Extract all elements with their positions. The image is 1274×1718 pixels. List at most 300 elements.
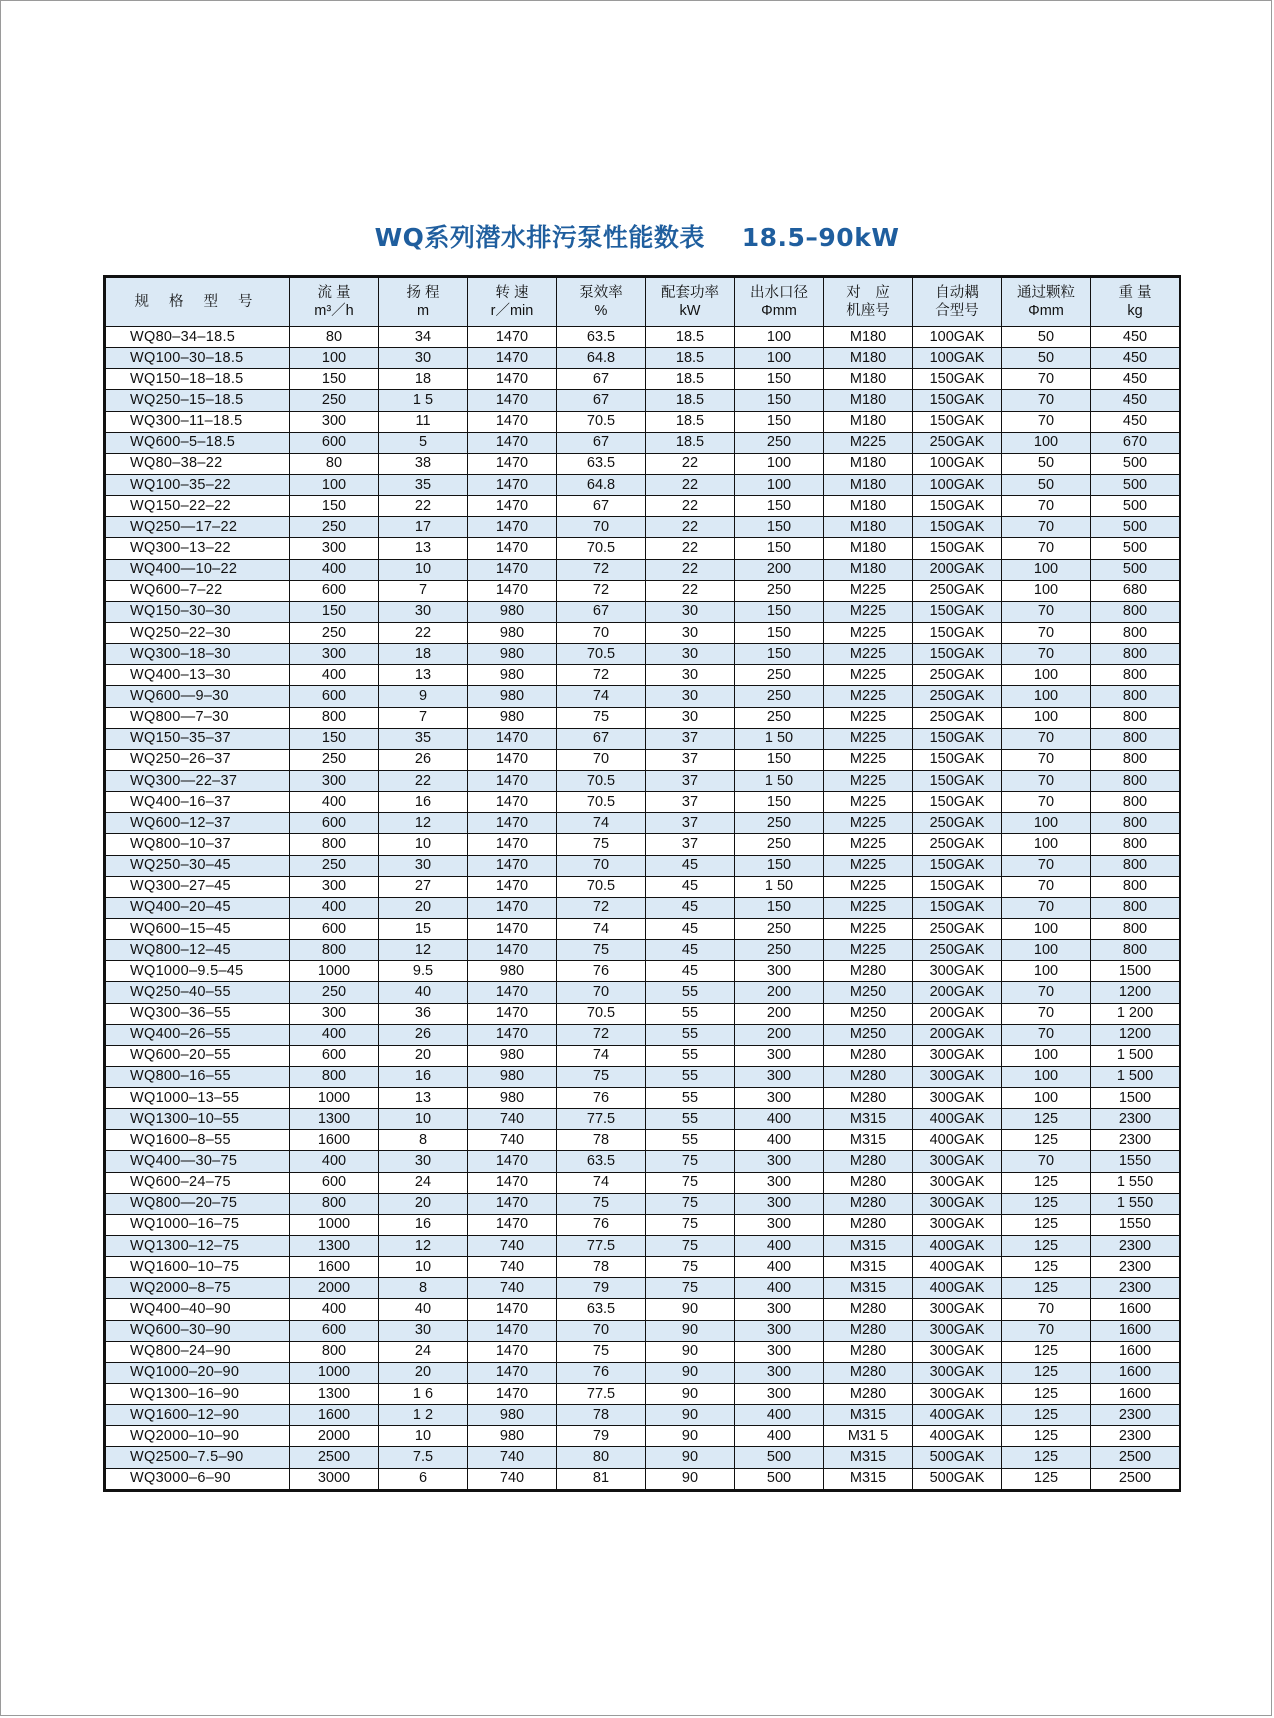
table-cell: 1000 [290,1088,379,1109]
table-cell: 1600 [1091,1384,1180,1405]
table-cell: 250 [735,686,824,707]
table-cell: 300 [735,1045,824,1066]
table-cell: M280 [824,1151,913,1172]
table-cell: 1 500 [1091,1045,1180,1066]
table-cell: 80 [557,1447,646,1468]
table-cell: 125 [1002,1468,1091,1489]
table-row [106,369,1180,390]
table-cell: 55 [646,1130,735,1151]
table-cell: 74 [557,1045,646,1066]
table-cell: 1 50 [735,876,824,897]
table-cell: 200 [735,1003,824,1024]
table-cell: 18.5 [646,390,735,411]
table-cell: M180 [824,411,913,432]
table-cell: 37 [646,792,735,813]
table-cell: 1600 [1091,1362,1180,1383]
table-cell: 400GAK [913,1109,1002,1130]
header-head: 扬 程 m [379,278,468,327]
model-cell: WQ400–26–55 [106,1024,290,1045]
table-cell: 600 [290,813,379,834]
table-cell: 800 [290,834,379,855]
table-row [106,792,1180,813]
table-cell: M315 [824,1468,913,1489]
table-cell: 250 [290,855,379,876]
table-cell: 22 [646,538,735,559]
table-cell: 150 [735,601,824,622]
table-row [106,1405,1180,1426]
table-cell: 980 [468,961,557,982]
table-cell: 2300 [1091,1109,1180,1130]
table-cell: 72 [557,665,646,686]
table-cell: 980 [468,622,557,643]
table-cell: M280 [824,961,913,982]
table-cell: 80 [290,327,379,348]
table-cell: 100GAK [913,453,1002,474]
table-cell: 800 [1091,601,1180,622]
table-row [106,601,1180,622]
table-cell: 400 [735,1405,824,1426]
table-cell: 16 [379,792,468,813]
performance-table [103,275,1181,1492]
table-cell: 75 [646,1257,735,1278]
table-cell: 20 [379,1193,468,1214]
table-cell: 30 [646,622,735,643]
table-cell: 125 [1002,1130,1091,1151]
table-cell: 37 [646,728,735,749]
table-cell: 1 2 [379,1405,468,1426]
table-cell: 100 [1002,918,1091,939]
table-cell: 1000 [290,961,379,982]
table-cell: 20 [379,897,468,918]
table-row [106,1214,1180,1235]
table-cell: 24 [379,1341,468,1362]
table-cell: 150 [735,855,824,876]
table-cell: 250GAK [913,834,1002,855]
table-row [106,982,1180,1003]
table-cell: 26 [379,1024,468,1045]
table-cell: M225 [824,897,913,918]
table-cell: 45 [646,961,735,982]
model-cell: WQ400–16–37 [106,792,290,813]
table-cell: 400 [290,1151,379,1172]
table-cell: 20 [379,1362,468,1383]
table-cell: M315 [824,1447,913,1468]
header-model: 规 格 型 号 [106,278,290,327]
table-cell: 1 200 [1091,1003,1180,1024]
table-cell: 400 [735,1278,824,1299]
table-cell: 150GAK [913,496,1002,517]
table-cell: M280 [824,1172,913,1193]
model-cell: WQ1600–8–55 [106,1130,290,1151]
table-cell: 800 [1091,707,1180,728]
table-cell: 100 [735,453,824,474]
table-cell: 1470 [468,770,557,791]
header-particle: 通过颗粒 Φmm [1002,278,1091,327]
table-cell: 1470 [468,559,557,580]
table-cell: 5 [379,432,468,453]
table-cell: 67 [557,369,646,390]
table-cell: 250GAK [913,813,1002,834]
table-cell: 100 [1002,665,1091,686]
table-row [106,496,1180,517]
table-row [106,1193,1180,1214]
table-row [106,961,1180,982]
table-cell: 400GAK [913,1257,1002,1278]
table-cell: 75 [557,834,646,855]
table-row [106,1151,1180,1172]
table-cell: M180 [824,496,913,517]
table-cell: 1470 [468,1024,557,1045]
table-cell: 450 [1091,327,1180,348]
table-cell: 150 [290,728,379,749]
table-row [106,834,1180,855]
table-cell: 70 [1002,369,1091,390]
table-cell: 1 5 [379,390,468,411]
table-row [106,1447,1180,1468]
table-cell: M180 [824,348,913,369]
model-cell: WQ600–12–37 [106,813,290,834]
table-cell: M315 [824,1278,913,1299]
table-row [106,1236,1180,1257]
table-cell: 1200 [1091,982,1180,1003]
table-row [106,1045,1180,1066]
table-cell: 150 [735,390,824,411]
table-cell: 1300 [290,1236,379,1257]
table-cell: 400 [735,1236,824,1257]
table-cell: M180 [824,390,913,411]
table-cell: 300GAK [913,1193,1002,1214]
table-row [106,411,1180,432]
table-cell: 150GAK [913,601,1002,622]
table-cell: 70.5 [557,876,646,897]
table-cell: 70.5 [557,644,646,665]
table-cell: 67 [557,432,646,453]
model-cell: WQ250–30–45 [106,855,290,876]
header-efficiency: 泵效率 % [557,278,646,327]
table-cell: 1 500 [1091,1066,1180,1087]
table-cell: 70 [1002,622,1091,643]
table-cell: M315 [824,1130,913,1151]
table-cell: 50 [1002,327,1091,348]
table-row [106,1003,1180,1024]
table-cell: 1600 [290,1405,379,1426]
model-cell: WQ150–30–30 [106,601,290,622]
table-cell: 45 [646,855,735,876]
table-cell: 125 [1002,1405,1091,1426]
table-cell: 30 [646,707,735,728]
table-cell: 1470 [468,855,557,876]
table-cell: 64.8 [557,474,646,495]
table-cell: 74 [557,813,646,834]
table-cell: M225 [824,432,913,453]
table-cell: 67 [557,390,646,411]
table-cell: M280 [824,1299,913,1320]
table-cell: 400 [735,1130,824,1151]
table-cell: 38 [379,453,468,474]
table-cell: 150 [735,411,824,432]
model-cell: WQ600–30–90 [106,1320,290,1341]
table-cell: 1470 [468,411,557,432]
table-cell: 77.5 [557,1109,646,1130]
table-cell: 75 [557,940,646,961]
table-cell: 740 [468,1468,557,1489]
table-cell: 250 [735,580,824,601]
table-cell: 250 [735,918,824,939]
table-cell: 800 [290,1066,379,1087]
table-cell: 1470 [468,1320,557,1341]
table-cell: 150GAK [913,855,1002,876]
table-cell: 22 [379,622,468,643]
model-cell: WQ300–27–45 [106,876,290,897]
table-cell: 600 [290,686,379,707]
table-cell: 45 [646,876,735,897]
model-cell: WQ800–10–37 [106,834,290,855]
table-cell: 1300 [290,1384,379,1405]
table-cell: 70 [1002,644,1091,665]
header-flow: 流 量 m³／h [290,278,379,327]
table-cell: 800 [1091,644,1180,665]
table-cell: M225 [824,792,913,813]
table-cell: 1 50 [735,728,824,749]
table-cell: 500GAK [913,1447,1002,1468]
table-cell: 740 [468,1278,557,1299]
table-cell: 250GAK [913,918,1002,939]
model-cell: WQ150–18–18.5 [106,369,290,390]
table-cell: 250 [735,707,824,728]
table-cell: 800 [1091,855,1180,876]
table-cell: 400 [290,665,379,686]
table-cell: 70 [1002,792,1091,813]
table-cell: 500 [735,1468,824,1489]
table-cell: 150GAK [913,622,1002,643]
table-cell: 75 [557,1066,646,1087]
table-cell: 600 [290,1172,379,1193]
table-cell: M31 5 [824,1426,913,1447]
model-cell: WQ2500–7.5–90 [106,1447,290,1468]
table-row [106,855,1180,876]
table-cell: 250 [290,622,379,643]
table-cell: 18 [379,644,468,665]
table-cell: 400 [290,559,379,580]
table-cell: 300 [735,1384,824,1405]
table-cell: 740 [468,1447,557,1468]
table-cell: M180 [824,559,913,580]
table-cell: 800 [290,707,379,728]
table-cell: 70 [1002,876,1091,897]
table-cell: M280 [824,1088,913,1109]
table-cell: M225 [824,770,913,791]
table-cell: 150 [735,538,824,559]
table-cell: 150 [290,369,379,390]
table-cell: 800 [1091,918,1180,939]
table-cell: 125 [1002,1426,1091,1447]
model-cell: WQ100–35–22 [106,474,290,495]
table-cell: 150 [735,496,824,517]
table-cell: 980 [468,644,557,665]
table-cell: 9.5 [379,961,468,982]
table-cell: 150GAK [913,749,1002,770]
table-cell: M280 [824,1320,913,1341]
table-cell: 125 [1002,1214,1091,1235]
table-cell: 250 [290,390,379,411]
table-cell: M225 [824,749,913,770]
table-cell: 300 [735,1151,824,1172]
table-cell: 55 [646,1003,735,1024]
table-cell: 300GAK [913,1172,1002,1193]
table-cell: 90 [646,1341,735,1362]
table-cell: 1470 [468,813,557,834]
table-cell: M180 [824,327,913,348]
model-cell: WQ2000–8–75 [106,1278,290,1299]
table-cell: 740 [468,1130,557,1151]
table-cell: 70 [1002,855,1091,876]
table-cell: 30 [379,855,468,876]
table-cell: M315 [824,1405,913,1426]
table-cell: 300 [735,961,824,982]
table-cell: 125 [1002,1109,1091,1130]
table-cell: 2300 [1091,1130,1180,1151]
table-cell: 30 [379,601,468,622]
table-row [106,686,1180,707]
table-cell: 300 [735,1066,824,1087]
table-cell: 100 [1002,580,1091,601]
table-cell: 22 [646,474,735,495]
table-cell: 70 [557,982,646,1003]
table-cell: 70 [1002,728,1091,749]
table-cell: 13 [379,665,468,686]
model-cell: WQ300–13–22 [106,538,290,559]
table-row [106,1088,1180,1109]
model-cell: WQ80–34–18.5 [106,327,290,348]
table-cell: M225 [824,855,913,876]
table-cell: 17 [379,517,468,538]
table-cell: 300GAK [913,1320,1002,1341]
table-cell: 200GAK [913,1003,1002,1024]
table-cell: 1470 [468,1384,557,1405]
table-cell: 1470 [468,1151,557,1172]
table-row [106,517,1180,538]
model-cell: WQ1000–13–55 [106,1088,290,1109]
table-cell: 78 [557,1257,646,1278]
table-cell: 90 [646,1320,735,1341]
table-cell: 680 [1091,580,1180,601]
table-cell: 300GAK [913,1341,1002,1362]
table-cell: 100 [735,348,824,369]
table-cell: 1 50 [735,770,824,791]
model-cell: WQ400–20–45 [106,897,290,918]
model-cell: WQ1000–16–75 [106,1214,290,1235]
table-cell: 70 [1002,982,1091,1003]
header-frame: 对 应 机座号 [824,278,913,327]
table-cell: 75 [646,1278,735,1299]
table-cell: 2300 [1091,1236,1180,1257]
table-cell: 400GAK [913,1236,1002,1257]
table-row [106,1130,1180,1151]
table-cell: 2000 [290,1278,379,1299]
table-cell: 500 [1091,559,1180,580]
table-cell: 1200 [1091,1024,1180,1045]
table-cell: 22 [646,559,735,580]
table-cell: 670 [1091,432,1180,453]
table-cell: 90 [646,1299,735,1320]
table-cell: M280 [824,1341,913,1362]
table-cell: 300 [290,1003,379,1024]
model-cell: WQ1600–12–90 [106,1405,290,1426]
table-cell: 63.5 [557,1151,646,1172]
table-cell: 300 [735,1172,824,1193]
table-cell: 55 [646,1024,735,1045]
table-cell: M180 [824,538,913,559]
table-cell: M280 [824,1214,913,1235]
table-cell: 1470 [468,1362,557,1383]
table-cell: 2500 [290,1447,379,1468]
table-header-row [106,278,1180,327]
model-cell: WQ600–5–18.5 [106,432,290,453]
table-cell: 90 [646,1362,735,1383]
table-cell: 600 [290,1045,379,1066]
table-cell: 1600 [1091,1320,1180,1341]
table-cell: 70.5 [557,1003,646,1024]
table-cell: 100 [735,474,824,495]
table-cell: 67 [557,496,646,517]
table-cell: 78 [557,1130,646,1151]
model-cell: WQ800—7–30 [106,707,290,728]
model-cell: WQ300–36–55 [106,1003,290,1024]
table-cell: 70 [1002,517,1091,538]
table-cell: 70 [1002,897,1091,918]
model-cell: WQ150–22–22 [106,496,290,517]
table-row [106,728,1180,749]
table-cell: 63.5 [557,327,646,348]
table-cell: 70 [557,749,646,770]
table-cell: 1470 [468,1172,557,1193]
table-cell: 250 [290,749,379,770]
table-cell: 1470 [468,432,557,453]
table-cell: 740 [468,1257,557,1278]
table-cell: 78 [557,1405,646,1426]
table-cell: 100 [290,348,379,369]
table-cell: 79 [557,1426,646,1447]
table-cell: M250 [824,1024,913,1045]
table-cell: 125 [1002,1172,1091,1193]
table-cell: 150GAK [913,517,1002,538]
table-cell: 76 [557,1362,646,1383]
table-row [106,390,1180,411]
table-cell: M280 [824,1193,913,1214]
table-row [106,918,1180,939]
table-cell: 72 [557,1024,646,1045]
table-row [106,1257,1180,1278]
header-coupling: 自动耦 合型号 [913,278,1002,327]
model-cell: WQ250–15–18.5 [106,390,290,411]
table-cell: M225 [824,580,913,601]
table-cell: M180 [824,453,913,474]
table-cell: M225 [824,644,913,665]
table-cell: 36 [379,1003,468,1024]
table-row [106,1024,1180,1045]
table-cell: M250 [824,982,913,1003]
table-row [106,453,1180,474]
table-cell: 30 [379,348,468,369]
table-cell: 18.5 [646,327,735,348]
table-cell: 8 [379,1130,468,1151]
table-cell: 800 [1091,792,1180,813]
table-cell: 75 [646,1172,735,1193]
table-row [106,1320,1180,1341]
table-cell: M225 [824,728,913,749]
table-cell: 9 [379,686,468,707]
table-cell: 72 [557,897,646,918]
